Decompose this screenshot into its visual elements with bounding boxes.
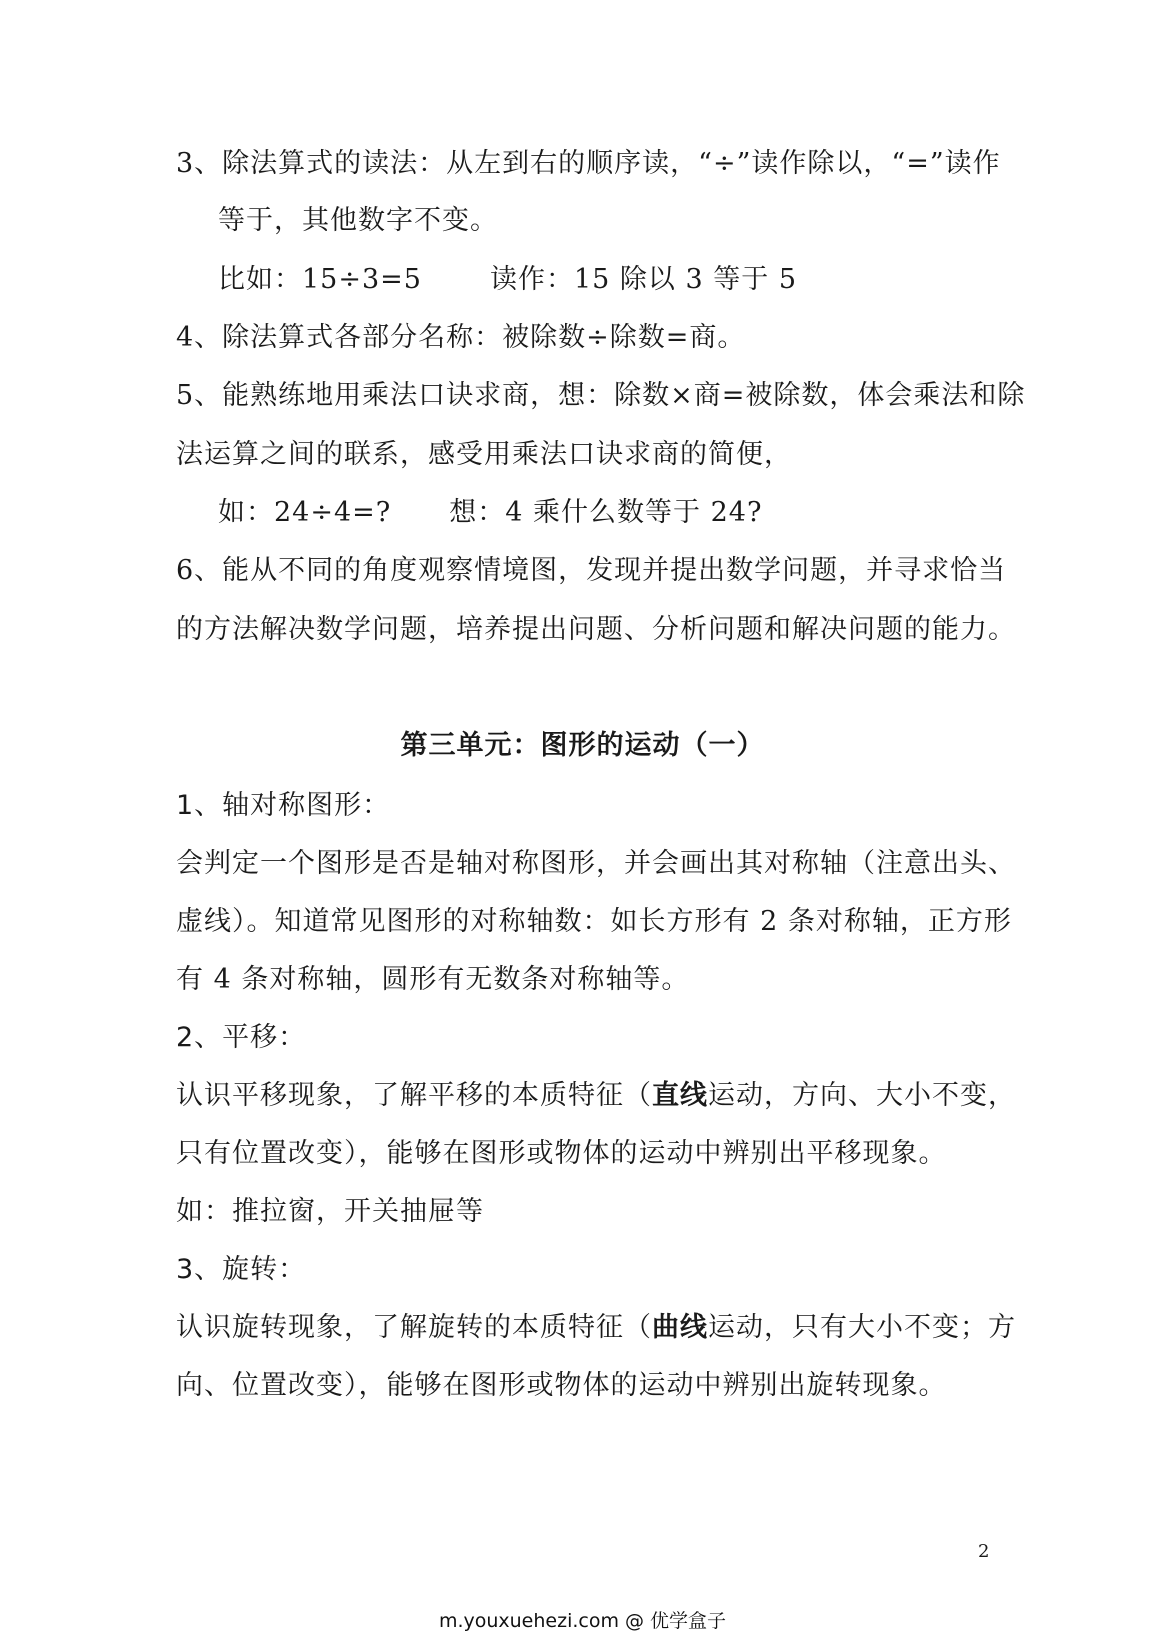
section3-item3-line1 xyxy=(0,1310,1165,1346)
item5-line2: 法运算之间的联系，感受用乘法口诀求商的简便， xyxy=(176,439,792,470)
item3-example-read: 读作：15 除以 3 等于 5 xyxy=(489,264,798,295)
section3-item1-line3: 有 4 条对称轴，圆形有无数条对称轴等。 xyxy=(176,964,690,995)
item5-example-think: 想：4 乘什么数等于 24? xyxy=(449,497,763,528)
section3-item2-line1 xyxy=(0,1078,1165,1114)
page-number: 2 xyxy=(978,1541,990,1562)
section3-item2-line3: 如：推拉窗，开关抽屉等 xyxy=(176,1196,484,1227)
section3-item1-line2: 虚线）。知道常见图形的对称轴数：如长方形有 2 条对称轴，正方形 xyxy=(176,906,1012,937)
section3-item3-line1-pre: 认识旋转现象，了解旋转的本质特征（ xyxy=(176,1312,652,1343)
section3-item3-line1-bold: 曲线 xyxy=(652,1312,708,1343)
item6-line1: 6、能从不同的角度观察情境图，发现并提出数学问题，并寻求恰当 xyxy=(176,555,1007,586)
item6-line2: 的方法解决数学问题，培养提出问题、分析问题和解决问题的能力。 xyxy=(176,614,1016,645)
section3-item3-heading: 3、旋转： xyxy=(176,1254,307,1285)
section3-item1-line1: 会判定一个图形是否是轴对称图形，并会画出其对称轴（注意出头、 xyxy=(176,848,1016,879)
section3-item2-heading: 2、平移： xyxy=(176,1022,307,1053)
section3-item2-line1-bold: 直线 xyxy=(652,1080,708,1111)
item5-example-label: 如：24÷4=? xyxy=(218,497,392,528)
section3-item2-line1-post: 运动，方向、大小不变， xyxy=(708,1080,1016,1111)
section3-item1-heading: 1、轴对称图形： xyxy=(176,790,391,821)
section3-item2-line2: 只有位置改变），能够在图形或物体的运动中辨别出平移现象。 xyxy=(176,1138,947,1169)
item5-line1: 5、能熟练地用乘法口诀求商，想：除数×商=被除数，体会乘法和除 xyxy=(176,380,1026,411)
item3-line1: 3、除法算式的读法：从左到右的顺序读，“÷”读作除以，“=”读作 xyxy=(176,148,1001,179)
item3-line2: 等于，其他数字不变。 xyxy=(218,205,498,236)
section3-item2-line1-pre: 认识平移现象，了解平移的本质特征（ xyxy=(176,1080,652,1111)
item3-example xyxy=(0,262,1165,298)
section3-title: 第三单元：图形的运动（一） xyxy=(400,730,765,761)
footer-watermark: m.youxuehezi.com @ 优学盒子 xyxy=(438,1610,727,1632)
item5-example xyxy=(0,495,1165,531)
section3-item3-line2: 向、位置改变），能够在图形或物体的运动中辨别出旋转现象。 xyxy=(176,1370,947,1401)
section3-item3-line1-post: 运动，只有大小不变；方 xyxy=(708,1312,1016,1343)
item3-example-label: 比如：15÷3=5 xyxy=(218,264,422,295)
item4-line1: 4、除法算式各部分名称：被除数÷除数=商。 xyxy=(176,322,746,353)
